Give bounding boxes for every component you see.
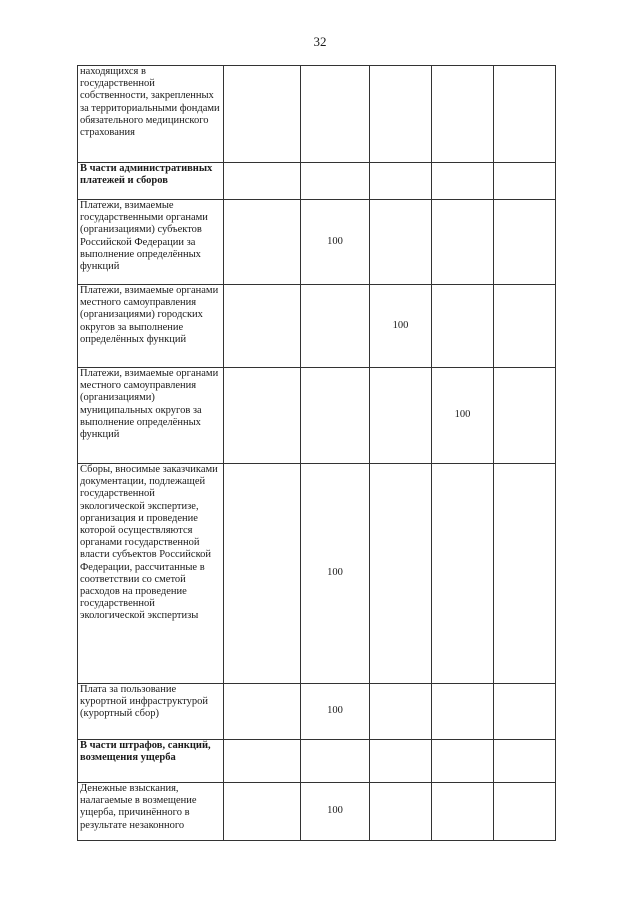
row-label: Платежи, взимаемые органами местного самоуправления (организациями) муниципальных округов за выполнение определённых функций — [78, 368, 224, 464]
table-row — [78, 368, 556, 464]
row-label: Плата за пользование курортной инфраструктурой (курортный сбор) — [78, 684, 224, 740]
value-cell — [301, 740, 370, 783]
value-cell: 100 — [370, 285, 432, 368]
value-cell — [224, 368, 301, 464]
value-cell: 100 — [301, 464, 370, 684]
value-cell — [301, 66, 370, 163]
value-cell — [370, 66, 432, 163]
value-cell — [224, 285, 301, 368]
value-cell — [432, 285, 494, 368]
value-cell — [370, 200, 432, 285]
value-cell — [370, 368, 432, 464]
value-cell — [224, 740, 301, 783]
table-row — [78, 200, 556, 285]
table-row — [78, 285, 556, 368]
value-cell — [224, 66, 301, 163]
table-row — [78, 740, 556, 783]
table-row — [78, 66, 556, 163]
row-label: Денежные взыскания, налагаемые в возмещение ущерба, причинённого в результате незаконного — [78, 783, 224, 841]
value-cell — [370, 163, 432, 200]
value-cell: 100 — [301, 783, 370, 841]
table-row — [78, 684, 556, 740]
value-cell — [224, 783, 301, 841]
value-cell — [494, 464, 556, 684]
value-cell: 100 — [432, 368, 494, 464]
value-cell — [370, 783, 432, 841]
value-cell — [432, 163, 494, 200]
value-cell — [224, 163, 301, 200]
value-cell — [494, 200, 556, 285]
value-cell — [370, 464, 432, 684]
row-label: находящихся в государственной собственности, закрепленных за территориальными фондами обязательного медицинского страхования — [78, 66, 224, 163]
value-cell — [494, 783, 556, 841]
value-cell — [224, 684, 301, 740]
value-cell — [301, 163, 370, 200]
value-cell — [432, 66, 494, 163]
row-label: Платежи, взимаемые органами местного самоуправления (организациями) городских округов за выполнение определённых функций — [78, 285, 224, 368]
value-cell — [432, 684, 494, 740]
value-cell — [494, 684, 556, 740]
value-cell — [370, 684, 432, 740]
table-body — [78, 66, 556, 841]
value-cell — [224, 200, 301, 285]
value-cell — [494, 368, 556, 464]
table-row — [78, 783, 556, 841]
row-label: Платежи, взимаемые государственными органами (организациями) субъектов Российской Федерации за выполнение определённых функций — [78, 200, 224, 285]
table-row — [78, 163, 556, 200]
value-cell — [301, 285, 370, 368]
value-cell: 100 — [301, 684, 370, 740]
value-cell — [494, 740, 556, 783]
value-cell — [432, 464, 494, 684]
value-cell — [494, 285, 556, 368]
table-row — [78, 464, 556, 684]
row-label: В части административных платежей и сборов — [78, 163, 224, 200]
value-cell — [301, 368, 370, 464]
value-cell — [494, 66, 556, 163]
row-label: В части штрафов, санкций, возмещения ущерба — [78, 740, 224, 783]
page-number: 32 — [313, 34, 327, 49]
row-label: Сборы, вносимые заказчиками документации, подлежащей государственной экологической экспертизе, организация и проведение которой осуществляются органами государственной власти субъектов Российской Федерации, рассчитанные в соответствии со сметой расходов на проведение государственной экологической экспертизы — [78, 464, 224, 684]
value-cell — [432, 740, 494, 783]
value-cell — [224, 464, 301, 684]
value-cell — [370, 740, 432, 783]
value-cell: 100 — [301, 200, 370, 285]
value-cell — [432, 200, 494, 285]
value-cell — [494, 163, 556, 200]
value-cell — [432, 783, 494, 841]
revenue-distribution-table — [77, 65, 556, 841]
